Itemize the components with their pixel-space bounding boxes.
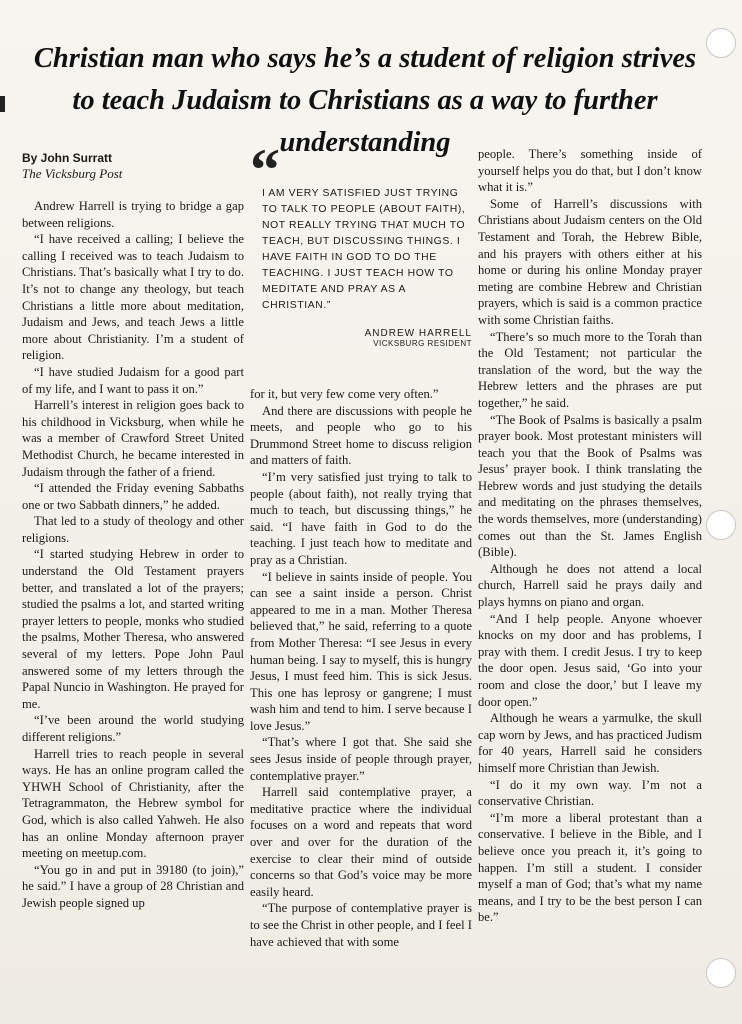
- punch-hole-top: [706, 28, 736, 58]
- paragraph: “There’s so much more to the Torah than the Old Testament; not particular the translation of the word, but the way the Hebrew letters and the phrases are put together,” he said.: [478, 329, 702, 410]
- paragraph: “That’s where I got that. She said she sees Jesus inside of people through prayer, contemplative prayer.”: [250, 735, 472, 783]
- paragraph: people. There’s something inside of yourself helps you do that, but I don’t know what it is.”: [478, 147, 702, 195]
- paragraph: “I started studying Hebrew in order to understand the Old Testament prayers better, and translated a lot of the prayers; studied the psalms a lot, and started writing prayer letters to people, monks who studied the psalms, Mother Theresa, who answered several of my letters. Pope John Paul answered some of my letters through the Papal Nuncio in Washington. He prayed for me.: [22, 547, 244, 711]
- paragraph: And there are discussions with people he meets, and people who go to his Drummond Street home to discuss religion and matters of faith.: [250, 403, 472, 468]
- paragraph: “I’m very satisfied just trying to talk to people (about faith), not really trying that much to teach, but discussing things,” he said. “I have faith in God to do the teaching. I just teach how to meditate and pray as a Christian.: [250, 469, 472, 567]
- paragraph: Harrell tries to reach people in several ways. He has an online program called the YHWH School of Christianity, after the Tetragrammaton, the Hebrew symbol for God, which is also called Yahweh. He also has an online Monday afternoon prayer meeting on meetup.com.: [22, 746, 244, 861]
- quote-mark-icon: “: [250, 137, 280, 203]
- pull-quote: [250, 137, 472, 360]
- paragraph: “The Book of Psalms is basically a psalm prayer book. Most protestant ministers will teach you that the Book of Psalms was Jesus’ prayer book. I think translating the Hebrew words and just studying the details and meditating on the phrases themselves, the words themselves, more (understanding) comes out than the St. James English (Bible).: [478, 412, 702, 560]
- paragraph: Harrell’s interest in religion goes back to his childhood in Vicksburg, when while he was a member of Crawford Street United Methodist Church, he became interested in Judaism through the father of a friend.: [22, 398, 244, 479]
- punch-hole-bottom: [706, 958, 736, 988]
- attribution-name: ANDREW HARRELL: [364, 328, 472, 339]
- paragraph: “You go in and put in 39180 (to join),” he said.” I have a group of 28 Christian and Jewish people signed up: [22, 862, 244, 910]
- byline: [22, 150, 242, 182]
- paragraph: “I have received a calling; I believe the calling I received was to teach Judaism to Christians. That’s basically what I try to do. It’s not to change any theology, but teach Christians a little more about meditation, Judaism and Jews, and teach Jews a little more about Christianity. I’m a student of religion.: [22, 232, 244, 363]
- binding-mark: [0, 96, 5, 112]
- paragraph: “I have studied Judaism for a good part of my life, and I want to pass it on.”: [22, 364, 244, 396]
- paragraph: Although he does not attend a local church, Harrell said he prays daily and plays hymns on piano and organ.: [478, 561, 702, 610]
- article-column-2: [250, 386, 472, 950]
- pull-quote-attribution: [250, 328, 472, 348]
- paragraph: That led to a study of theology and other religions.: [22, 514, 244, 545]
- byline-publication: The Vicksburg Post: [22, 166, 123, 181]
- paragraph: Some of Harrell’s discussions with Christians about Judaism centers on the Old Testament and Torah, the Hebrew Bible, and his prayers with others either at his home or during his online Monday prayer meting are combine Hebrew and Christian prayers, which is said is a common practice with some Christian faiths.: [478, 196, 702, 327]
- paragraph: Although he wears a yarmulke, the skull cap worn by Jews, and has practiced Judism for 40 years, Harrell said he considers himself more Christian than Jewish.: [478, 711, 702, 775]
- article-column-3: [478, 146, 702, 926]
- punch-hole-middle: [706, 510, 736, 540]
- paragraph: for it, but very few come very often.”: [250, 387, 439, 401]
- paragraph: “And I help people. Anyone whoever knocks on my door and has problems, I pray with them. I credit Jesus. I try to keep the door open. Jesus said, ‘Go into your room and close the door,’ but I leave my door open.”: [478, 611, 702, 709]
- paragraph: “I’ve been around the world studying different religions.”: [22, 713, 244, 744]
- paragraph: “I attended the Friday evening Sabbaths one or two Sabbath dinners,” he added.: [22, 481, 244, 512]
- paragraph: “The purpose of contemplative prayer is to see the Christ in other people, and I feel I have achieved that with some: [250, 901, 472, 949]
- byline-author: By John Surratt: [22, 151, 113, 165]
- article-column-1: [22, 198, 244, 912]
- attribution-title: VICKSBURG RESIDENT: [373, 339, 472, 348]
- paragraph: Andrew Harrell is trying to bridge a gap between religions.: [22, 199, 244, 230]
- pull-quote-text: I AM VERY SATISFIED JUST TRYING TO TALK TO PEOPLE (ABOUT FAITH), NOT REALLY TRYING THAT MUCH TO TEACH, BUT DISCUSSING THINGS. I HAVE FAITH IN GOD TO DO THE TEACHING. I JUST TEACH HOW TO MEDITATE AND PRAY AS A CHRISTIAN.”: [262, 188, 466, 311]
- paragraph: “I’m more a liberal protestant than a conservative. I believe in the Bible, and I believe once you preach it, it’s going to happen. I’m still a student. I consider myself a man of God; that’s what my name means, and I try to be the best person I can be.”: [478, 810, 702, 925]
- paragraph: “I do it my own way. I’m not a conservative Christian.: [478, 777, 702, 809]
- paragraph: “I believe in saints inside of people. You can see a saint inside a person. Christ appeared to me in a man. Mother Theresa believed that,” he said, referring to a quote from Mother Theresa: “I see Jesus in every human being. I say to myself, this is hungry Jesus, I must feed him. This is sick Jesus. This one has leprosy or gangrene; I must wash him and tend to him. I serve because I love Jesus.”: [250, 569, 472, 733]
- paragraph: Harrell said contemplative prayer, a meditative practice where the individual focuses on a word and repeats that word over and over for the duration of the exercise to clear their mind of outside concerns so that God’s voice may be more easily heard.: [250, 785, 472, 899]
- headline: Christian man who says he’s a student of religion strives to teach Judaism to Christians as a way to further understanding: [33, 43, 697, 158]
